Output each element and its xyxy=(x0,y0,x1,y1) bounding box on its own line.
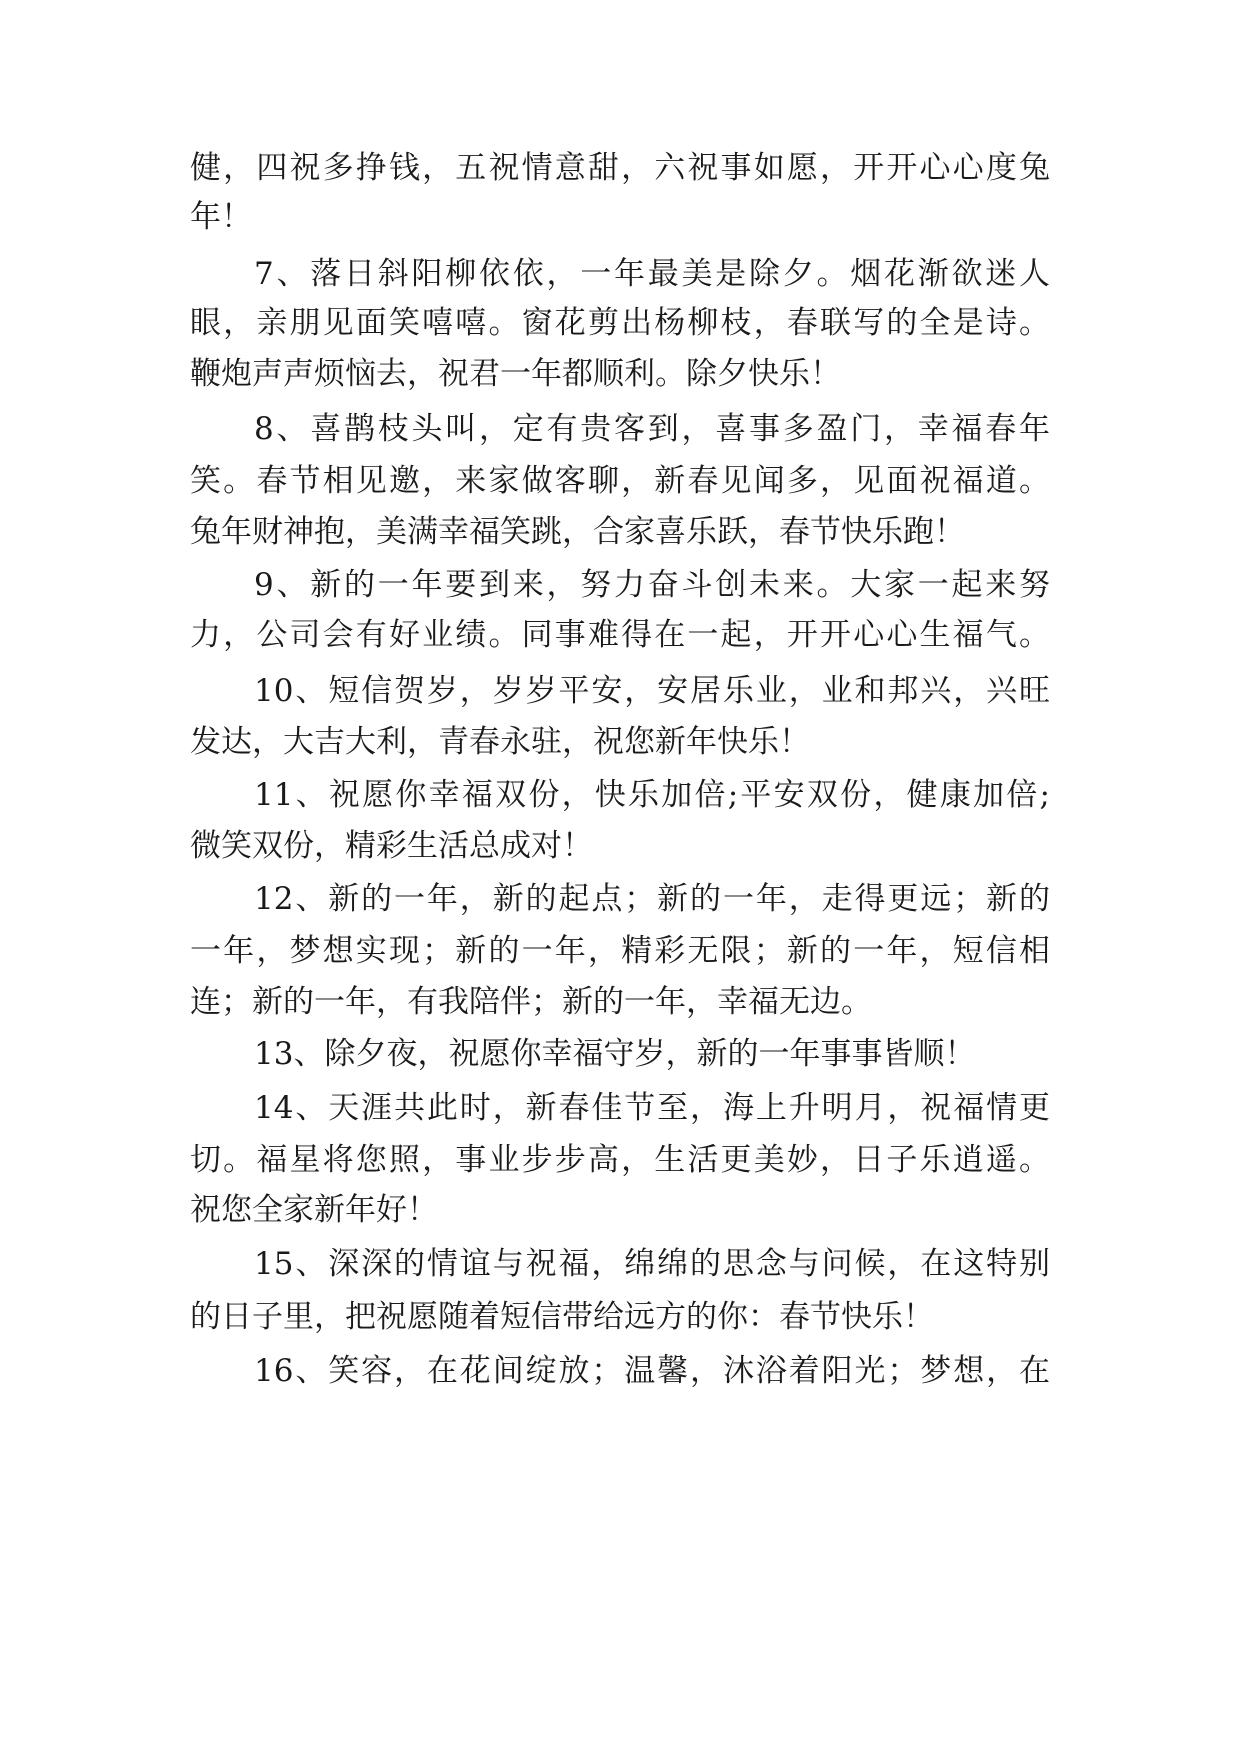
text-line: 笑。春节相见邀，来家做客聊，新春见闻多，见面祝福道。 xyxy=(190,463,1050,499)
text-line: 9、新的一年要到来，努力奋斗创未来。大家一起来努 xyxy=(254,567,1050,603)
text-line: 连；新的一年，有我陪伴；新的一年，幸福无边。 xyxy=(190,984,872,1020)
text-line: 10、短信贺岁，岁岁平安，安居乐业，业和邦兴，兴旺 xyxy=(254,673,1050,709)
text-line: 的日子里，把祝愿随着短信带给远方的你：春节快乐！ xyxy=(190,1299,934,1335)
text-line: 12、新的一年，新的起点；新的一年，走得更远；新的 xyxy=(254,881,1050,917)
text-line: 一年，梦想实现；新的一年，精彩无限；新的一年，短信相 xyxy=(190,933,1050,969)
text-line: 16、笑容，在花间绽放；温馨，沐浴着阳光；梦想，在 xyxy=(254,1353,1050,1389)
text-line: 切。福星将您照，事业步步高，生活更美妙，日子乐逍遥。 xyxy=(190,1142,1050,1178)
text-line: 眼，亲朋见面笑嘻嘻。窗花剪出杨柳枝，春联写的全是诗。 xyxy=(190,305,1050,341)
text-line: 11、祝愿你幸福双份，快乐加倍;平安双份，健康加倍; xyxy=(254,777,1050,813)
text-line: 健，四祝多挣钱，五祝情意甜，六祝事如愿，开开心心度兔 xyxy=(190,150,1050,186)
text-line: 7、落日斜阳柳依依，一年最美是除夕。烟花渐欲迷人 xyxy=(254,256,1050,292)
text-line: 年！ xyxy=(190,199,252,235)
text-line: 兔年财神抱，美满幸福笑跳，合家喜乐跃，春节快乐跑！ xyxy=(190,514,965,550)
text-line: 14、天涯共此时，新春佳节至，海上升明月，祝福情更 xyxy=(254,1090,1050,1126)
text-line: 13、除夕夜，祝愿你幸福守岁，新的一年事事皆顺！ xyxy=(254,1036,976,1072)
text-line: 祝您全家新年好！ xyxy=(190,1192,438,1228)
text-line: 15、深深的情谊与祝福，绵绵的思念与问候，在这特别 xyxy=(254,1246,1050,1282)
text-line: 鞭炮声声烦恼去，祝君一年都顺利。除夕快乐！ xyxy=(190,356,841,392)
text-line: 发达，大吉大利，青春永驻，祝您新年快乐！ xyxy=(190,724,810,760)
text-line: 8、喜鹊枝头叫，定有贵客到，喜事多盈门，幸福春年 xyxy=(254,411,1050,447)
text-line: 微笑双份，精彩生活总成对！ xyxy=(190,828,593,864)
text-line: 力，公司会有好业绩。同事难得在一起，开开心心生福气。 xyxy=(190,617,1050,653)
